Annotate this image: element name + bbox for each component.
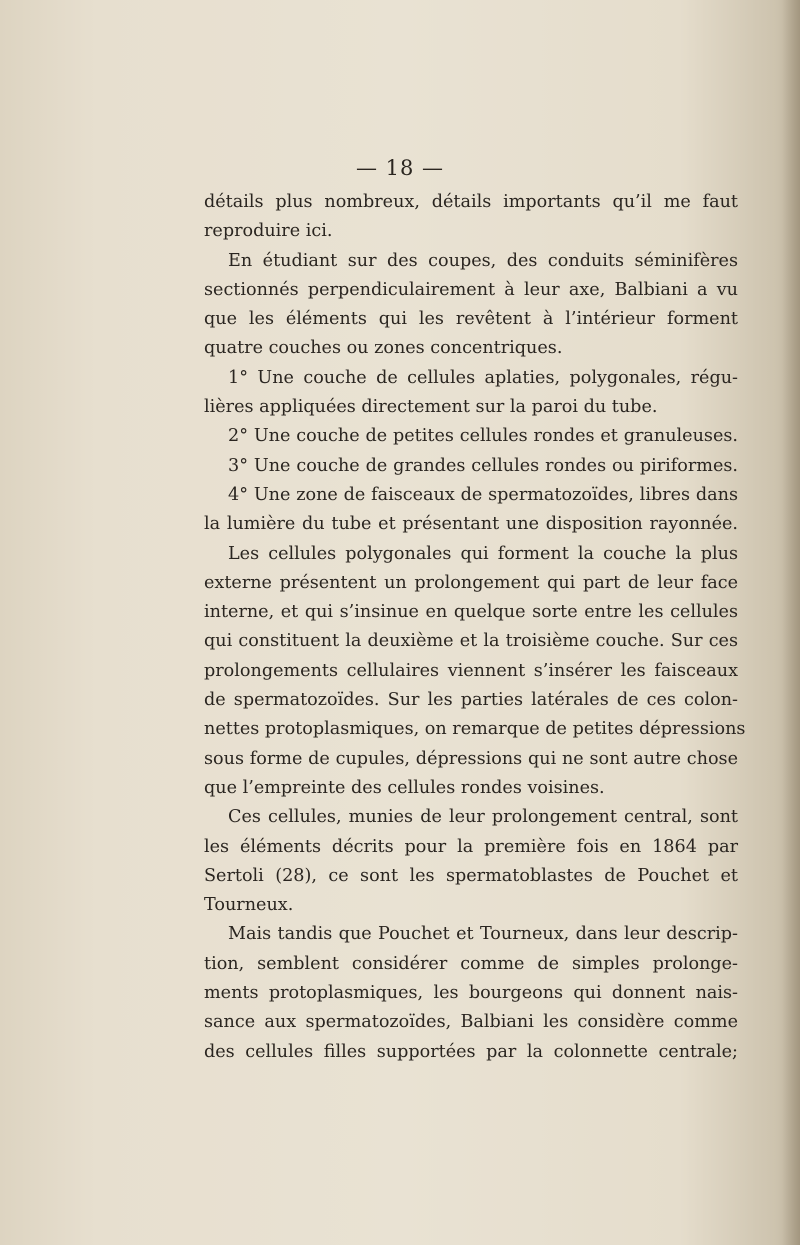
page-number: — 18 —	[355, 156, 445, 180]
text-line: qui constituent la deuxième et la troisième couche. Sur ces	[204, 631, 738, 652]
text-line: des cellules filles supportées par la colonnette centrale;	[204, 1041, 738, 1062]
text-line: 4° Une zone de faisceaux de spermatozoïdes, libres dans	[228, 484, 738, 505]
body-text	[204, 188, 746, 1067]
text-line: En étudiant sur des coupes, des conduits séminifères	[228, 250, 738, 271]
text-line: 3° Une couche de grandes cellules rondes ou piriformes.	[228, 455, 738, 476]
text-line: sous forme de cupules, dépressions qui ne sont autre chose	[204, 748, 738, 769]
text-line: externe présentent un prolongement qui part de leur face	[204, 572, 738, 593]
text-line: sance aux spermatozoïdes, Balbiani les considère comme	[204, 1012, 738, 1033]
text-line: lières appliquées directement sur la paroi du tube.	[204, 397, 658, 418]
page-gutter-shadow	[782, 0, 800, 1245]
text-line: détails plus nombreux, détails importants qu’il me faut	[204, 192, 738, 212]
text-line: les éléments décrits pour la première fois en 1864 par	[204, 836, 738, 857]
text-line: Les cellules polygonales qui forment la couche la plus	[228, 543, 738, 564]
text-line: la lumière du tube et présentant une disposition rayonnée.	[204, 514, 738, 535]
text-line: interne, et qui s’insinue en quelque sorte entre les cellules	[204, 602, 738, 623]
text-line: 2° Une couche de petites cellules rondes et granuleuses.	[228, 426, 738, 447]
text-line: sectionnés perpendiculairement à leur axe, Balbiani a vu	[204, 279, 738, 300]
text-line: quatre couches ou zones concentriques.	[204, 338, 563, 359]
text-line: Tourneux.	[204, 895, 294, 916]
text-line: nettes protoplasmiques, on remarque de petites dépressions	[204, 719, 746, 740]
text-line: tion, semblent considérer comme de simples prolonge-	[204, 953, 738, 974]
text-line: de spermatozoïdes. Sur les parties latérales de ces colon-	[204, 690, 738, 711]
text-line: reproduire ici.	[204, 221, 333, 242]
text-line: Sertoli (28), ce sont les spermatoblastes de Pouchet et	[204, 865, 738, 886]
text-line: que les éléments qui les revêtent à l’intérieur forment	[204, 309, 738, 330]
text-line: Mais tandis que Pouchet et Tourneux, dans leur descrip-	[228, 924, 738, 945]
text-line: ments protoplasmiques, les bourgeons qui donnent nais-	[204, 983, 738, 1004]
text-line: 1° Une couche de cellules aplaties, polygonales, régu-	[228, 367, 738, 388]
text-line: prolongements cellulaires viennent s’insérer les faisceaux	[204, 660, 738, 681]
text-line: que l’empreinte des cellules rondes voisines.	[204, 777, 605, 798]
text-line: Ces cellules, munies de leur prolongement central, sont	[228, 807, 738, 828]
